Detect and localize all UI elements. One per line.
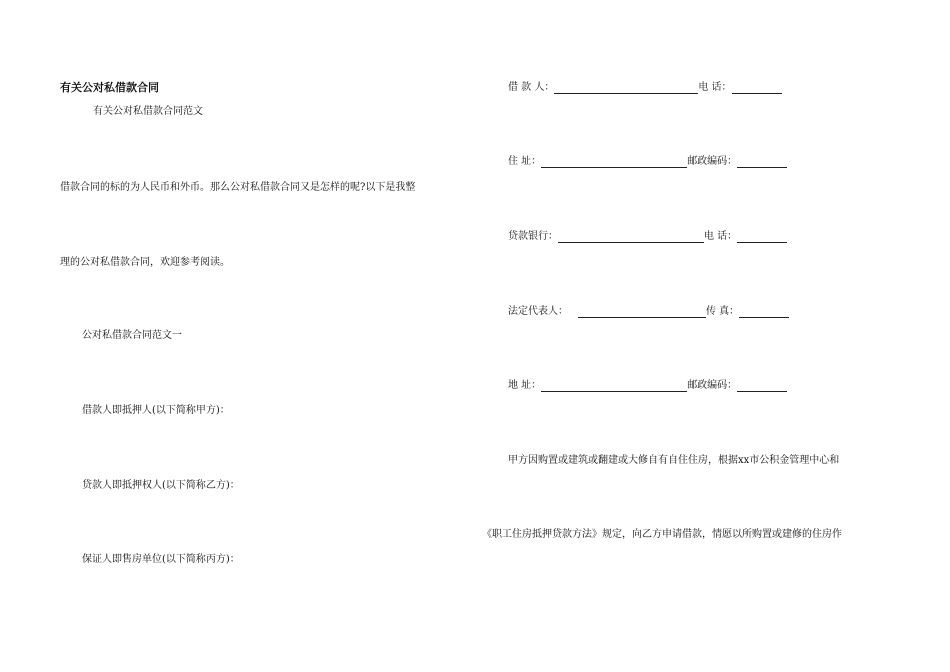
borrower-blank[interactable] bbox=[554, 84, 698, 94]
lender-phone-label: 电 话： bbox=[704, 231, 738, 242]
borrower-label: 借 款 人： bbox=[508, 82, 555, 93]
legal-rep-row bbox=[508, 306, 789, 318]
location-postcode-label: 邮政编码： bbox=[687, 380, 738, 391]
borrower-row bbox=[508, 82, 782, 94]
document-title: 有关公对私借款合同 bbox=[60, 81, 159, 94]
location-blank[interactable] bbox=[541, 382, 687, 392]
party-c-line: 保证人即售房单位(以下简称丙方)： bbox=[82, 554, 240, 565]
location-row bbox=[508, 380, 787, 392]
intro-line-2: 理的公对私借款合同，欢迎参考阅读。 bbox=[60, 257, 230, 268]
fax-blank[interactable] bbox=[739, 308, 789, 318]
borrower-phone-label: 电 话： bbox=[698, 82, 732, 93]
address-label: 住 址： bbox=[508, 156, 542, 167]
document-subtitle: 有关公对私借款合同范文 bbox=[93, 106, 203, 117]
lender-bank-row bbox=[508, 231, 787, 243]
party-a-line: 借款人即抵押人(以下简称甲方)： bbox=[82, 405, 230, 416]
legal-rep-label: 法定代表人： bbox=[508, 306, 568, 317]
address-blank[interactable] bbox=[541, 158, 687, 168]
sample-heading: 公对私借款合同范文一 bbox=[82, 330, 182, 341]
party-b-line: 贷款人即抵押权人(以下简称乙方)： bbox=[82, 480, 240, 491]
intro-line-1: 借款合同的标的为人民币和外币。那么公对私借款合同又是怎样的呢?以下是我整 bbox=[60, 182, 416, 193]
legal-rep-blank[interactable] bbox=[578, 308, 706, 318]
lender-phone-blank[interactable] bbox=[737, 233, 787, 243]
postcode-label: 邮政编码： bbox=[687, 156, 738, 167]
borrower-phone-blank[interactable] bbox=[732, 84, 782, 94]
postcode-blank[interactable] bbox=[737, 158, 787, 168]
location-label: 地 址： bbox=[508, 380, 542, 391]
clause-line-2: 《职工住房抵押贷款方法》规定，向乙方申请借款，情愿以所购置或建修的住房作 bbox=[482, 529, 842, 540]
location-postcode-blank[interactable] bbox=[737, 382, 787, 392]
address-row bbox=[508, 156, 787, 168]
clause-line-1: 甲方因购置或建筑或翻建或大修自有自住住房，根据xx市公积金管理中心和 bbox=[508, 455, 840, 466]
fax-label: 传 真： bbox=[706, 306, 740, 317]
lender-bank-label: 贷款银行： bbox=[508, 231, 558, 242]
lender-bank-blank[interactable] bbox=[558, 233, 704, 243]
